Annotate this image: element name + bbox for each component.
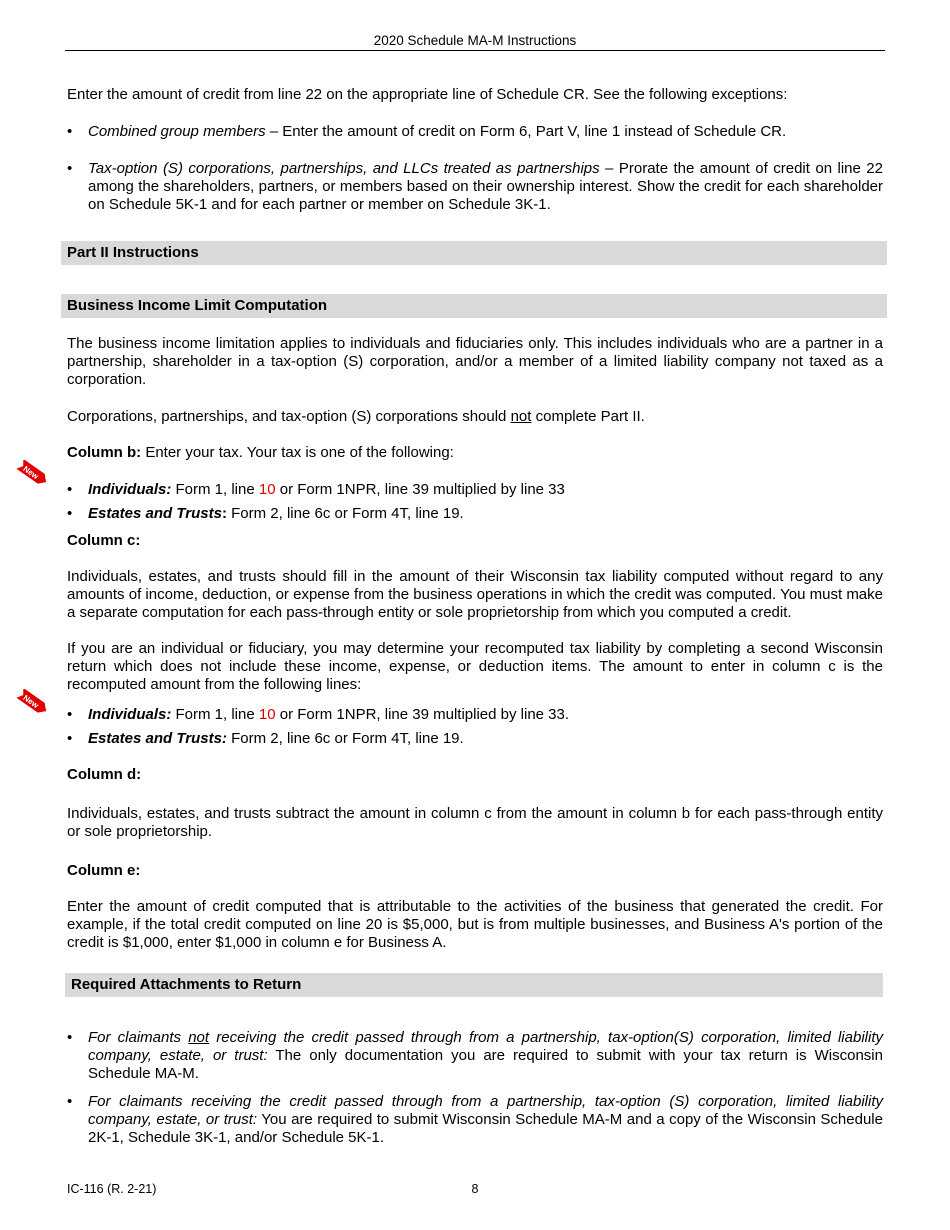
text-run: For claimants [88,1029,189,1046]
column-e-paragraph [67,898,883,952]
bullet-lead: Individuals: [88,706,172,723]
column-c-heading [67,532,883,550]
column-text: Enter your tax. Your tax is one of the following: [141,444,454,461]
paragraph-text: Enter the amount of credit computed that is attributable to the activities of the business that generated the credit. For example, if the total credit computed on line 20 is $5,000, but is from multiple businesses, and Business A's portion of the credit is $1,000, enter $1,000 in column e for Business A. [67,898,883,951]
text-run: Corporations, partnerships, and tax-option (S) corporations should [67,408,511,425]
column-label: Column d: [67,766,142,783]
list-item [67,123,883,141]
bullet-icon: • [67,481,73,498]
section-title: Part II Instructions [67,244,199,261]
list-item [67,160,883,214]
text-run: The only documentation you are required to submit with your tax return is Wisconsin Schedule MA-M. [88,1047,883,1082]
bullet-icon: • [67,505,73,522]
section-title: Required Attachments to Return [71,976,302,993]
bullet-icon: • [67,1093,73,1110]
bullet-icon: • [67,706,73,723]
bullet-lead: Individuals: [88,481,172,498]
section-header-business-limit [61,294,887,318]
bullet-text: – Enter the amount of credit on Form 6, Part V, line 1 instead of Schedule CR. [265,123,787,140]
column-c-paragraph-1 [67,568,883,622]
highlighted-line-number: 10 [258,706,276,723]
bullet-icon: • [67,1029,73,1046]
bullet-lead: Estates and Trusts [88,505,222,522]
new-badge-icon [15,460,51,486]
paragraph-text: Individuals, estates, and trusts should fill in the amount of their Wisconsin tax liability computed without regard to any amounts of income, deduction, or expense from the business operations in which the credit was computed. You must make a separate computation for each pass-through entity or sole proprietorship from which you computed a credit. [67,568,883,621]
text-run: Form 2, line 6c or Form 4T, line 19. [226,505,464,522]
list-item [67,1029,883,1083]
underlined-text: not [188,1029,210,1046]
list-item [67,481,883,499]
text-run: complete Part II. [531,408,645,425]
limit-paragraph-1 [67,335,883,389]
intro-paragraph [67,86,883,104]
column-label: Column e: [67,862,141,879]
section-header-part2 [61,241,887,265]
page-title: 2020 Schedule MA-M Instructions [373,33,577,48]
section-title: Business Income Limit Computation [67,297,328,314]
paragraph-text: If you are an individual or fiduciary, you may determine your recomputed tax liability by completing a second Wisconsin return which does not include these income, expense, or deduction items. The amount to enter in column c is the recomputed amount from the following lines: [67,640,883,693]
bullet-lead: For claimants receiving the credit passed through from a partnership, tax-option (S) corporation, limited liability company, estate, or trust: [88,1093,883,1128]
new-badge-label: New [21,693,41,711]
column-label: Column b: [67,444,142,461]
bullet-lead: Combined group members [88,123,266,140]
new-badge-icon [15,689,51,715]
list-item [67,730,883,748]
text-run: Form 2, line 6c or Form 4T, line 19. [226,730,464,747]
page-header [65,33,885,51]
list-item [67,505,883,523]
colon: : [221,505,227,522]
column-d-paragraph [67,805,883,841]
highlighted-line-number: 10 [258,481,276,498]
paragraph-text: The business income limitation applies to individuals and fiduciaries only. This includes individuals who are a partner in a partnership, shareholder in a tax-option (S) corporation, and/or a member of a limited liability company not taxed as a corporation. [67,335,883,388]
column-label: Column c: [67,532,141,549]
bullet-lead: Estates and Trusts: [88,730,227,747]
form-id: IC-116 (R. 2-21) [67,1182,157,1196]
intro-text: Enter the amount of credit from line 22 on the appropriate line of Schedule CR. See the following exceptions: [67,86,788,103]
column-e-heading [67,862,883,880]
new-badge-label: New [21,464,41,482]
list-item [67,1093,883,1147]
bullet-text: – Prorate the amount of credit on line 22 among the shareholders, partners, or members based on their ownership interest. Show the credit for each shareholder on Schedule 5K-1 and for each partner or member on Schedule 3K-1. [88,160,883,213]
limit-paragraph-2 [67,408,883,426]
text-run: or Form 1NPR, line 39 multiplied by line 33. [275,706,570,723]
bullet-icon: • [67,123,73,140]
page-number: 8 [471,1182,479,1196]
text-run: receiving the credit passed through from a partnership, tax-option(S) corporation, limited liability company, estate, or trust: [88,1029,883,1064]
column-d-heading [67,766,883,784]
bullet-lead: Tax-option (S) corporations, partnerships, and LLCs treated as partnerships [88,160,600,177]
list-item [67,706,883,724]
text-run: or Form 1NPR, line 39 multiplied by line 33 [275,481,565,498]
bullet-icon: • [67,730,73,747]
bullet-icon: • [67,160,73,177]
text-run: You are required to submit Wisconsin Schedule MA-M and a copy of the Wisconsin Schedule 2K-1, Schedule 3K-1, and/or Schedule 5K-1. [88,1111,883,1146]
section-header-attachments [65,973,883,997]
text-run: Form 1, line [171,706,259,723]
column-b-heading [67,444,883,462]
paragraph-text: Individuals, estates, and trusts subtract the amount in column c from the amount in column b for each pass-through entity or sole proprietorship. [67,805,883,840]
text-run: Form 1, line [171,481,259,498]
paragraph-text [67,408,883,426]
underlined-text: not [510,408,532,425]
column-c-paragraph-2 [67,640,883,694]
